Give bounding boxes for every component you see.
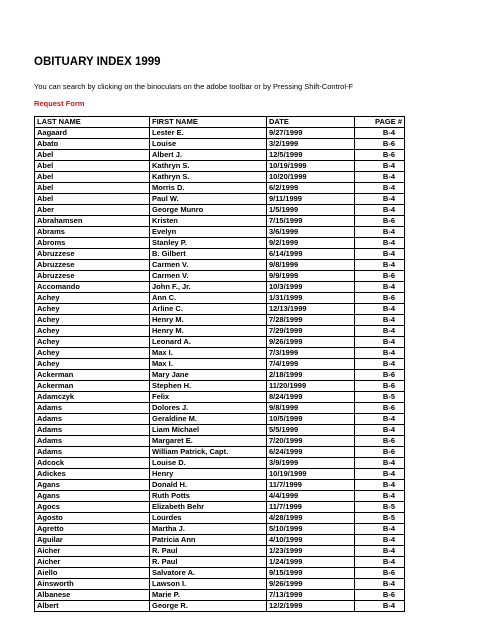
last-name-cell: Aicher <box>35 557 150 568</box>
request-form-link[interactable]: Request Form <box>34 99 85 108</box>
first-name-cell: Elizabeth Behr <box>150 502 267 513</box>
table-row <box>35 205 405 216</box>
date-cell: 4/10/1999 <box>267 535 355 546</box>
table-row <box>35 183 405 194</box>
date-cell: 8/24/1999 <box>267 392 355 403</box>
last-name-cell: Accomando <box>35 282 150 293</box>
first-name-cell: John F., Jr. <box>150 282 267 293</box>
date-cell: 9/9/1999 <box>267 271 355 282</box>
date-cell: 5/10/1999 <box>267 524 355 535</box>
last-name-cell: Abel <box>35 194 150 205</box>
table-row <box>35 293 405 304</box>
page-cell: B-4 <box>355 469 405 480</box>
date-cell: 6/2/1999 <box>267 183 355 194</box>
table-row <box>35 579 405 590</box>
page-cell: B-6 <box>355 403 405 414</box>
last-name-cell: Abel <box>35 183 150 194</box>
table-row <box>35 249 405 260</box>
date-cell: 6/24/1999 <box>267 447 355 458</box>
first-name-cell: Lawson I. <box>150 579 267 590</box>
table-row <box>35 502 405 513</box>
page-cell: B-4 <box>355 304 405 315</box>
last-name-cell: Abel <box>35 161 150 172</box>
page-cell: B-4 <box>355 227 405 238</box>
page-cell: B-6 <box>355 568 405 579</box>
page-cell: B-4 <box>355 535 405 546</box>
first-name-cell: Leonard A. <box>150 337 267 348</box>
page-cell: B-4 <box>355 238 405 249</box>
page-cell: B-4 <box>355 326 405 337</box>
first-name-cell: B. Gilbert <box>150 249 267 260</box>
first-name-cell: Lester E. <box>150 128 267 139</box>
page-cell: B-4 <box>355 282 405 293</box>
date-cell: 10/5/1999 <box>267 414 355 425</box>
table-row <box>35 513 405 524</box>
last-name-cell: Abruzzese <box>35 249 150 260</box>
table-body <box>35 128 405 612</box>
last-name-cell: Adcock <box>35 458 150 469</box>
date-cell: 10/20/1999 <box>267 172 355 183</box>
last-name-cell: Abato <box>35 139 150 150</box>
date-cell: 7/28/1999 <box>267 315 355 326</box>
date-cell: 11/7/1999 <box>267 502 355 513</box>
page-cell: B-6 <box>355 590 405 601</box>
table-row <box>35 216 405 227</box>
page-cell: B-4 <box>355 315 405 326</box>
date-cell: 10/3/1999 <box>267 282 355 293</box>
table-row <box>35 359 405 370</box>
first-name-cell: Henry M. <box>150 315 267 326</box>
date-cell: 7/15/1999 <box>267 216 355 227</box>
last-name-cell: Aiello <box>35 568 150 579</box>
page-cell: B-6 <box>355 436 405 447</box>
header-last-name: LAST NAME <box>35 117 150 128</box>
table-row <box>35 480 405 491</box>
first-name-cell: Ann C. <box>150 293 267 304</box>
table-row <box>35 381 405 392</box>
first-name-cell: Kristen <box>150 216 267 227</box>
date-cell: 6/14/1999 <box>267 249 355 260</box>
first-name-cell: Morris D. <box>150 183 267 194</box>
page-cell: B-4 <box>355 172 405 183</box>
first-name-cell: Stanley P. <box>150 238 267 249</box>
page-cell: B-4 <box>355 601 405 612</box>
date-cell: 2/18/1999 <box>267 370 355 381</box>
date-cell: 9/8/1999 <box>267 260 355 271</box>
page-cell: B-4 <box>355 524 405 535</box>
table-row <box>35 194 405 205</box>
table-row <box>35 414 405 425</box>
page-cell: B-4 <box>355 491 405 502</box>
page-cell: B-4 <box>355 480 405 491</box>
page-cell: B-4 <box>355 337 405 348</box>
page-cell: B-4 <box>355 260 405 271</box>
page-cell: B-4 <box>355 128 405 139</box>
table-row <box>35 568 405 579</box>
table-row <box>35 260 405 271</box>
date-cell: 3/2/1999 <box>267 139 355 150</box>
last-name-cell: Aguilar <box>35 535 150 546</box>
table-row <box>35 337 405 348</box>
date-cell: 9/11/1999 <box>267 194 355 205</box>
first-name-cell: Donald H. <box>150 480 267 491</box>
first-name-cell: George R. <box>150 601 267 612</box>
page-cell: B-4 <box>355 194 405 205</box>
last-name-cell: Achey <box>35 326 150 337</box>
page-cell: B-6 <box>355 216 405 227</box>
table-row <box>35 172 405 183</box>
date-cell: 10/19/1999 <box>267 469 355 480</box>
date-cell: 12/2/1999 <box>267 601 355 612</box>
first-name-cell: Felix <box>150 392 267 403</box>
date-cell: 1/23/1999 <box>267 546 355 557</box>
first-name-cell: Kathryn S. <box>150 161 267 172</box>
obituary-index-table <box>34 116 405 612</box>
table-row <box>35 546 405 557</box>
page-cell: B-4 <box>355 161 405 172</box>
page-cell: B-4 <box>355 546 405 557</box>
page-cell: B-4 <box>355 183 405 194</box>
date-cell: 9/26/1999 <box>267 579 355 590</box>
page-cell: B-4 <box>355 414 405 425</box>
page-cell: B-4 <box>355 458 405 469</box>
last-name-cell: Adams <box>35 425 150 436</box>
last-name-cell: Abrams <box>35 227 150 238</box>
first-name-cell: Mary Jane <box>150 370 267 381</box>
page-cell: B-6 <box>355 381 405 392</box>
date-cell: 9/15/1999 <box>267 568 355 579</box>
page-title: OBITUARY INDEX 1999 <box>34 56 161 68</box>
page-cell: B-6 <box>355 447 405 458</box>
page-cell: B-4 <box>355 425 405 436</box>
first-name-cell: Paul W. <box>150 194 267 205</box>
table-row <box>35 161 405 172</box>
first-name-cell: Arline C. <box>150 304 267 315</box>
table-row <box>35 128 405 139</box>
table-header-row <box>35 117 405 128</box>
page-cell: B-6 <box>355 293 405 304</box>
last-name-cell: Albanese <box>35 590 150 601</box>
first-name-cell: Martha J. <box>150 524 267 535</box>
table-row <box>35 601 405 612</box>
last-name-cell: Achey <box>35 337 150 348</box>
date-cell: 1/24/1999 <box>267 557 355 568</box>
date-cell: 7/20/1999 <box>267 436 355 447</box>
table-row <box>35 403 405 414</box>
first-name-cell: Henry M. <box>150 326 267 337</box>
first-name-cell: Marie P. <box>150 590 267 601</box>
first-name-cell: Ruth Potts <box>150 491 267 502</box>
page-cell: B-4 <box>355 579 405 590</box>
first-name-cell: Max I. <box>150 348 267 359</box>
last-name-cell: Abrahamsen <box>35 216 150 227</box>
first-name-cell: R. Paul <box>150 557 267 568</box>
table-row <box>35 282 405 293</box>
first-name-cell: Max I. <box>150 359 267 370</box>
table-row <box>35 227 405 238</box>
last-name-cell: Abel <box>35 172 150 183</box>
page-cell: B-5 <box>355 392 405 403</box>
date-cell: 4/4/1999 <box>267 491 355 502</box>
page-cell: B-5 <box>355 502 405 513</box>
last-name-cell: Adams <box>35 447 150 458</box>
table-row <box>35 271 405 282</box>
page-cell: B-4 <box>355 359 405 370</box>
last-name-cell: Aicher <box>35 546 150 557</box>
first-name-cell: George Munro <box>150 205 267 216</box>
first-name-cell: Carmen V. <box>150 271 267 282</box>
date-cell: 11/20/1999 <box>267 381 355 392</box>
table-row <box>35 315 405 326</box>
last-name-cell: Agocs <box>35 502 150 513</box>
page-cell: B-4 <box>355 205 405 216</box>
last-name-cell: Adamczyk <box>35 392 150 403</box>
first-name-cell: Evelyn <box>150 227 267 238</box>
date-cell: 9/26/1999 <box>267 337 355 348</box>
last-name-cell: Achey <box>35 348 150 359</box>
last-name-cell: Abroms <box>35 238 150 249</box>
header-date: DATE <box>267 117 355 128</box>
table-row <box>35 469 405 480</box>
last-name-cell: Ackerman <box>35 381 150 392</box>
table-row <box>35 392 405 403</box>
first-name-cell: Henry <box>150 469 267 480</box>
page-cell: B-6 <box>355 271 405 282</box>
date-cell: 7/4/1999 <box>267 359 355 370</box>
header-first-name: FIRST NAME <box>150 117 267 128</box>
date-cell: 9/8/1999 <box>267 403 355 414</box>
table-row <box>35 326 405 337</box>
date-cell: 11/7/1999 <box>267 480 355 491</box>
last-name-cell: Ackerman <box>35 370 150 381</box>
last-name-cell: Abruzzese <box>35 271 150 282</box>
date-cell: 1/5/1999 <box>267 205 355 216</box>
last-name-cell: Aber <box>35 205 150 216</box>
date-cell: 10/19/1999 <box>267 161 355 172</box>
table-row <box>35 150 405 161</box>
first-name-cell: Liam Michael <box>150 425 267 436</box>
first-name-cell: Louise D. <box>150 458 267 469</box>
first-name-cell: Margaret E. <box>150 436 267 447</box>
last-name-cell: Aagaard <box>35 128 150 139</box>
table-row <box>35 436 405 447</box>
table-row <box>35 535 405 546</box>
date-cell: 1/31/1999 <box>267 293 355 304</box>
date-cell: 9/2/1999 <box>267 238 355 249</box>
last-name-cell: Agans <box>35 491 150 502</box>
date-cell: 7/3/1999 <box>267 348 355 359</box>
last-name-cell: Achey <box>35 359 150 370</box>
last-name-cell: Adams <box>35 414 150 425</box>
date-cell: 3/9/1999 <box>267 458 355 469</box>
page-cell: B-4 <box>355 249 405 260</box>
first-name-cell: R. Paul <box>150 546 267 557</box>
table-row <box>35 557 405 568</box>
last-name-cell: Achey <box>35 293 150 304</box>
table-row <box>35 524 405 535</box>
first-name-cell: Dolores J. <box>150 403 267 414</box>
first-name-cell: Albert J. <box>150 150 267 161</box>
page-cell: B-6 <box>355 370 405 381</box>
last-name-cell: Achey <box>35 304 150 315</box>
table-row <box>35 590 405 601</box>
table-row <box>35 447 405 458</box>
date-cell: 12/13/1999 <box>267 304 355 315</box>
last-name-cell: Albert <box>35 601 150 612</box>
search-instructions: You can search by clicking on the binoculars on the adobe toolbar or by Pressing Shift-Control-F <box>34 82 354 91</box>
date-cell: 7/13/1999 <box>267 590 355 601</box>
first-name-cell: Louise <box>150 139 267 150</box>
first-name-cell: Geraldine M. <box>150 414 267 425</box>
date-cell: 9/27/1999 <box>267 128 355 139</box>
table-row <box>35 304 405 315</box>
last-name-cell: Adams <box>35 436 150 447</box>
page-cell: B-4 <box>355 557 405 568</box>
last-name-cell: Agretto <box>35 524 150 535</box>
header-page: PAGE # <box>355 117 405 128</box>
last-name-cell: Agans <box>35 480 150 491</box>
date-cell: 4/28/1999 <box>267 513 355 524</box>
table-row <box>35 139 405 150</box>
table-row <box>35 425 405 436</box>
date-cell: 3/6/1999 <box>267 227 355 238</box>
last-name-cell: Ainsworth <box>35 579 150 590</box>
first-name-cell: Salvatore A. <box>150 568 267 579</box>
first-name-cell: William Patrick, Capt. <box>150 447 267 458</box>
page-cell: B-6 <box>355 150 405 161</box>
table-row <box>35 370 405 381</box>
last-name-cell: Abruzzese <box>35 260 150 271</box>
page-cell: B-6 <box>355 139 405 150</box>
first-name-cell: Stephen H. <box>150 381 267 392</box>
last-name-cell: Agosto <box>35 513 150 524</box>
table-row <box>35 491 405 502</box>
last-name-cell: Achey <box>35 315 150 326</box>
date-cell: 5/5/1999 <box>267 425 355 436</box>
first-name-cell: Patricia Ann <box>150 535 267 546</box>
last-name-cell: Adams <box>35 403 150 414</box>
page-cell: B-5 <box>355 513 405 524</box>
last-name-cell: Adickes <box>35 469 150 480</box>
first-name-cell: Lourdes <box>150 513 267 524</box>
table-row <box>35 238 405 249</box>
page-cell: B-4 <box>355 348 405 359</box>
first-name-cell: Carmen V. <box>150 260 267 271</box>
date-cell: 12/5/1999 <box>267 150 355 161</box>
last-name-cell: Abel <box>35 150 150 161</box>
table-row <box>35 348 405 359</box>
date-cell: 7/29/1999 <box>267 326 355 337</box>
table-row <box>35 458 405 469</box>
first-name-cell: Kathryn S. <box>150 172 267 183</box>
